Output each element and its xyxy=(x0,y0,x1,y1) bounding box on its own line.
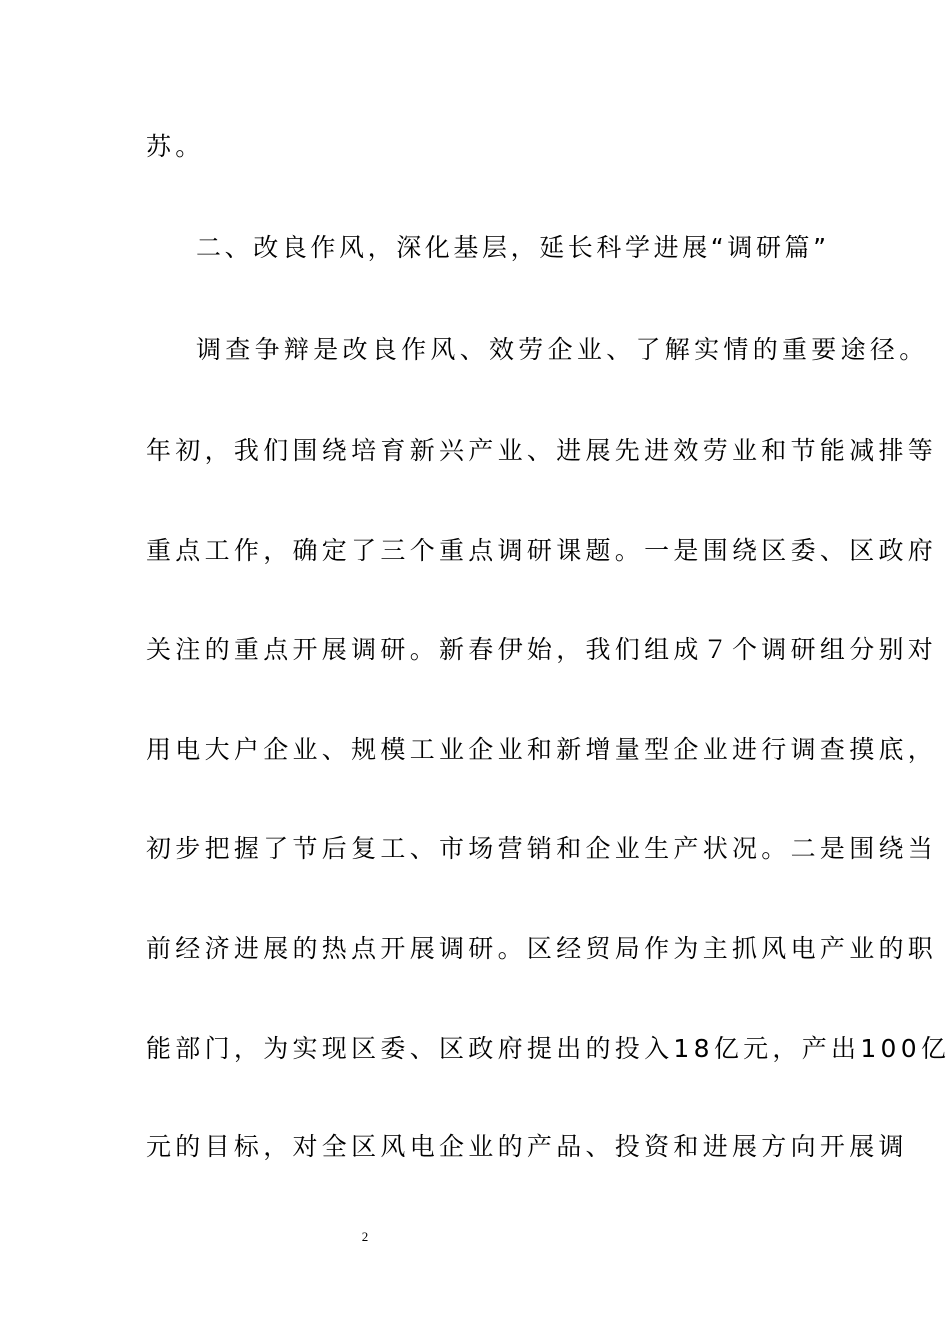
text-line-3: 调查争辩是改良作风、效劳企业、了解实情的重要途径。 xyxy=(196,335,929,364)
text-line-5: 重点工作，确定了三个重点调研课题。一是围绕区委、区政府 xyxy=(146,536,938,565)
text-line-6: 关注的重点开展调研。新春伊始，我们组成７个调研组分别对 xyxy=(146,635,938,664)
text-line-10: 能部门，为实现区委、区政府提出的投入18亿元，产出100亿 xyxy=(146,1034,950,1063)
text-line-4: 年初，我们围绕培育新兴产业、进展先进效劳业和节能减排等 xyxy=(146,436,938,465)
text-line-9: 前经济进展的热点开展调研。区经贸局作为主抓风电产业的职 xyxy=(146,934,938,963)
text-line-7: 用电大户企业、规模工业企业和新增量型企业进行调查摸底， xyxy=(146,735,938,764)
text-line-1: 苏。 xyxy=(146,132,205,161)
text-line-8: 初步把握了节后复工、市场营销和企业生产状况。二是围绕当 xyxy=(146,834,938,863)
page-number: 2 xyxy=(361,1229,369,1244)
section-heading: 二、改良作风，深化基层，延长科学进展“调研篇” xyxy=(196,233,830,262)
text-line-11: 元的目标，对全区风电企业的产品、投资和进展方向开展调 xyxy=(146,1132,908,1161)
